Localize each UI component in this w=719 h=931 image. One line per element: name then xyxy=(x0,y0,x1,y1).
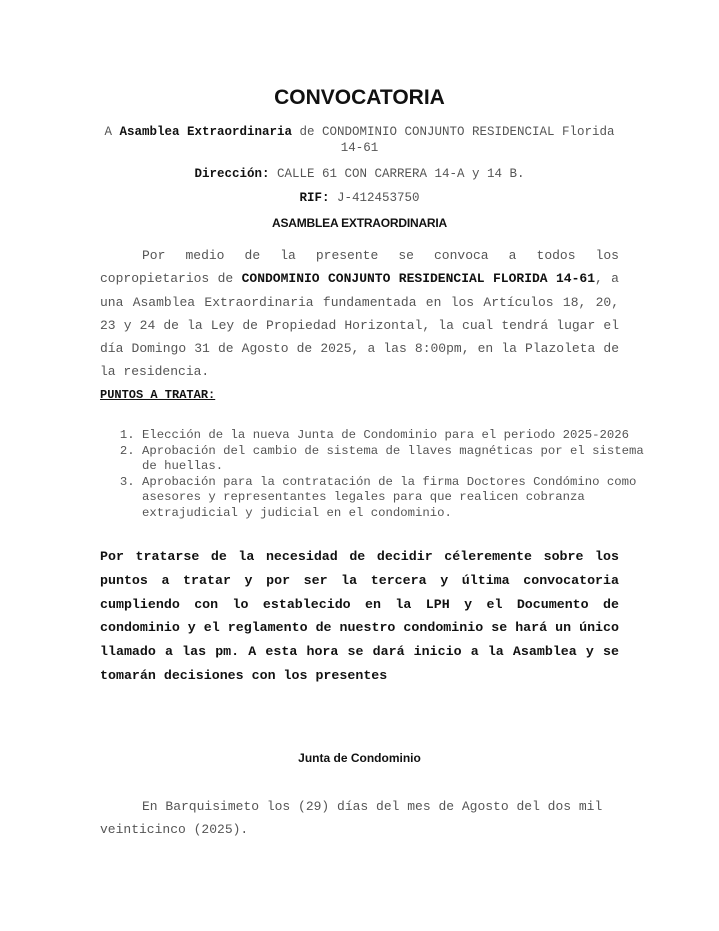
list-item: 2. Aprobación del cambio de sistema de llaves magnéticas por el sistema de huellas. xyxy=(142,444,662,475)
address-value: CALLE 61 CON CARRERA 14-A y 14 B. xyxy=(269,167,525,181)
address-label: Dirección: xyxy=(194,167,270,181)
body-bold: CONDOMINIO CONJUNTO RESIDENCIAL FLORIDA 14-61 xyxy=(241,271,595,287)
notice-paragraph: Por tratarse de la necesidad de decidir céleremente sobre los puntos a tratar y por ser la tercera y última convocatoria cumpliendo con lo establecido en la LPH y el Documento de condominio y el reglamento de nuestro condominio se hará un único llamado a las pm. A esta hora se dará inicio a la Asamblea y se tomarán decisiones con los presentes xyxy=(100,549,619,683)
signature-line: Junta de Condominio xyxy=(298,751,421,765)
intro-suffix: de CONDOMINIO CONJUNTO RESIDENCIAL Florida 14-61 xyxy=(291,125,615,155)
list-item: 1. Elección de la nueva Junta de Condominio para el periodo 2025-2026 xyxy=(142,428,662,444)
body-part1: Por medio de la presente se convoca a todos los copropietarios de xyxy=(100,248,619,287)
document-title: CONVOCATORIA xyxy=(274,86,445,109)
body-paragraph xyxy=(100,244,619,384)
rif-label: RIF: xyxy=(299,191,330,205)
rif-line xyxy=(100,190,619,206)
closing-text: En Barquisimeto los (29) días del mes de Agosto del dos mil veinticinco (2025). xyxy=(100,799,603,838)
intro-line xyxy=(100,124,619,156)
puntos-heading: PUNTOS A TRATAR: xyxy=(100,388,216,402)
address-line xyxy=(100,166,619,182)
closing-paragraph xyxy=(100,795,619,842)
intro-prefix: A xyxy=(104,125,120,139)
rif-value: J-412453750 xyxy=(329,191,420,205)
intro-bold: Asamblea Extraordinaria xyxy=(119,125,292,139)
section-heading: ASAMBLEA EXTRAORDINARIA xyxy=(272,216,447,230)
list-item: 3. Aprobación para la contratación de la firma Doctores Condómino como asesores y representantes legales para que realicen cobranza extrajudicial y judicial en el condominio. xyxy=(142,475,662,522)
body-part2: , a una Asamblea Extraordinaria fundamentada en los Artículos 18, 20, 23 y 24 de la Ley de Propiedad Horizontal, la cual tendrá lugar el día Domingo 31 de Agosto de 2025, a las 8:00pm, en la Plazoleta de la residencia. xyxy=(100,271,619,380)
puntos-list xyxy=(100,428,662,522)
